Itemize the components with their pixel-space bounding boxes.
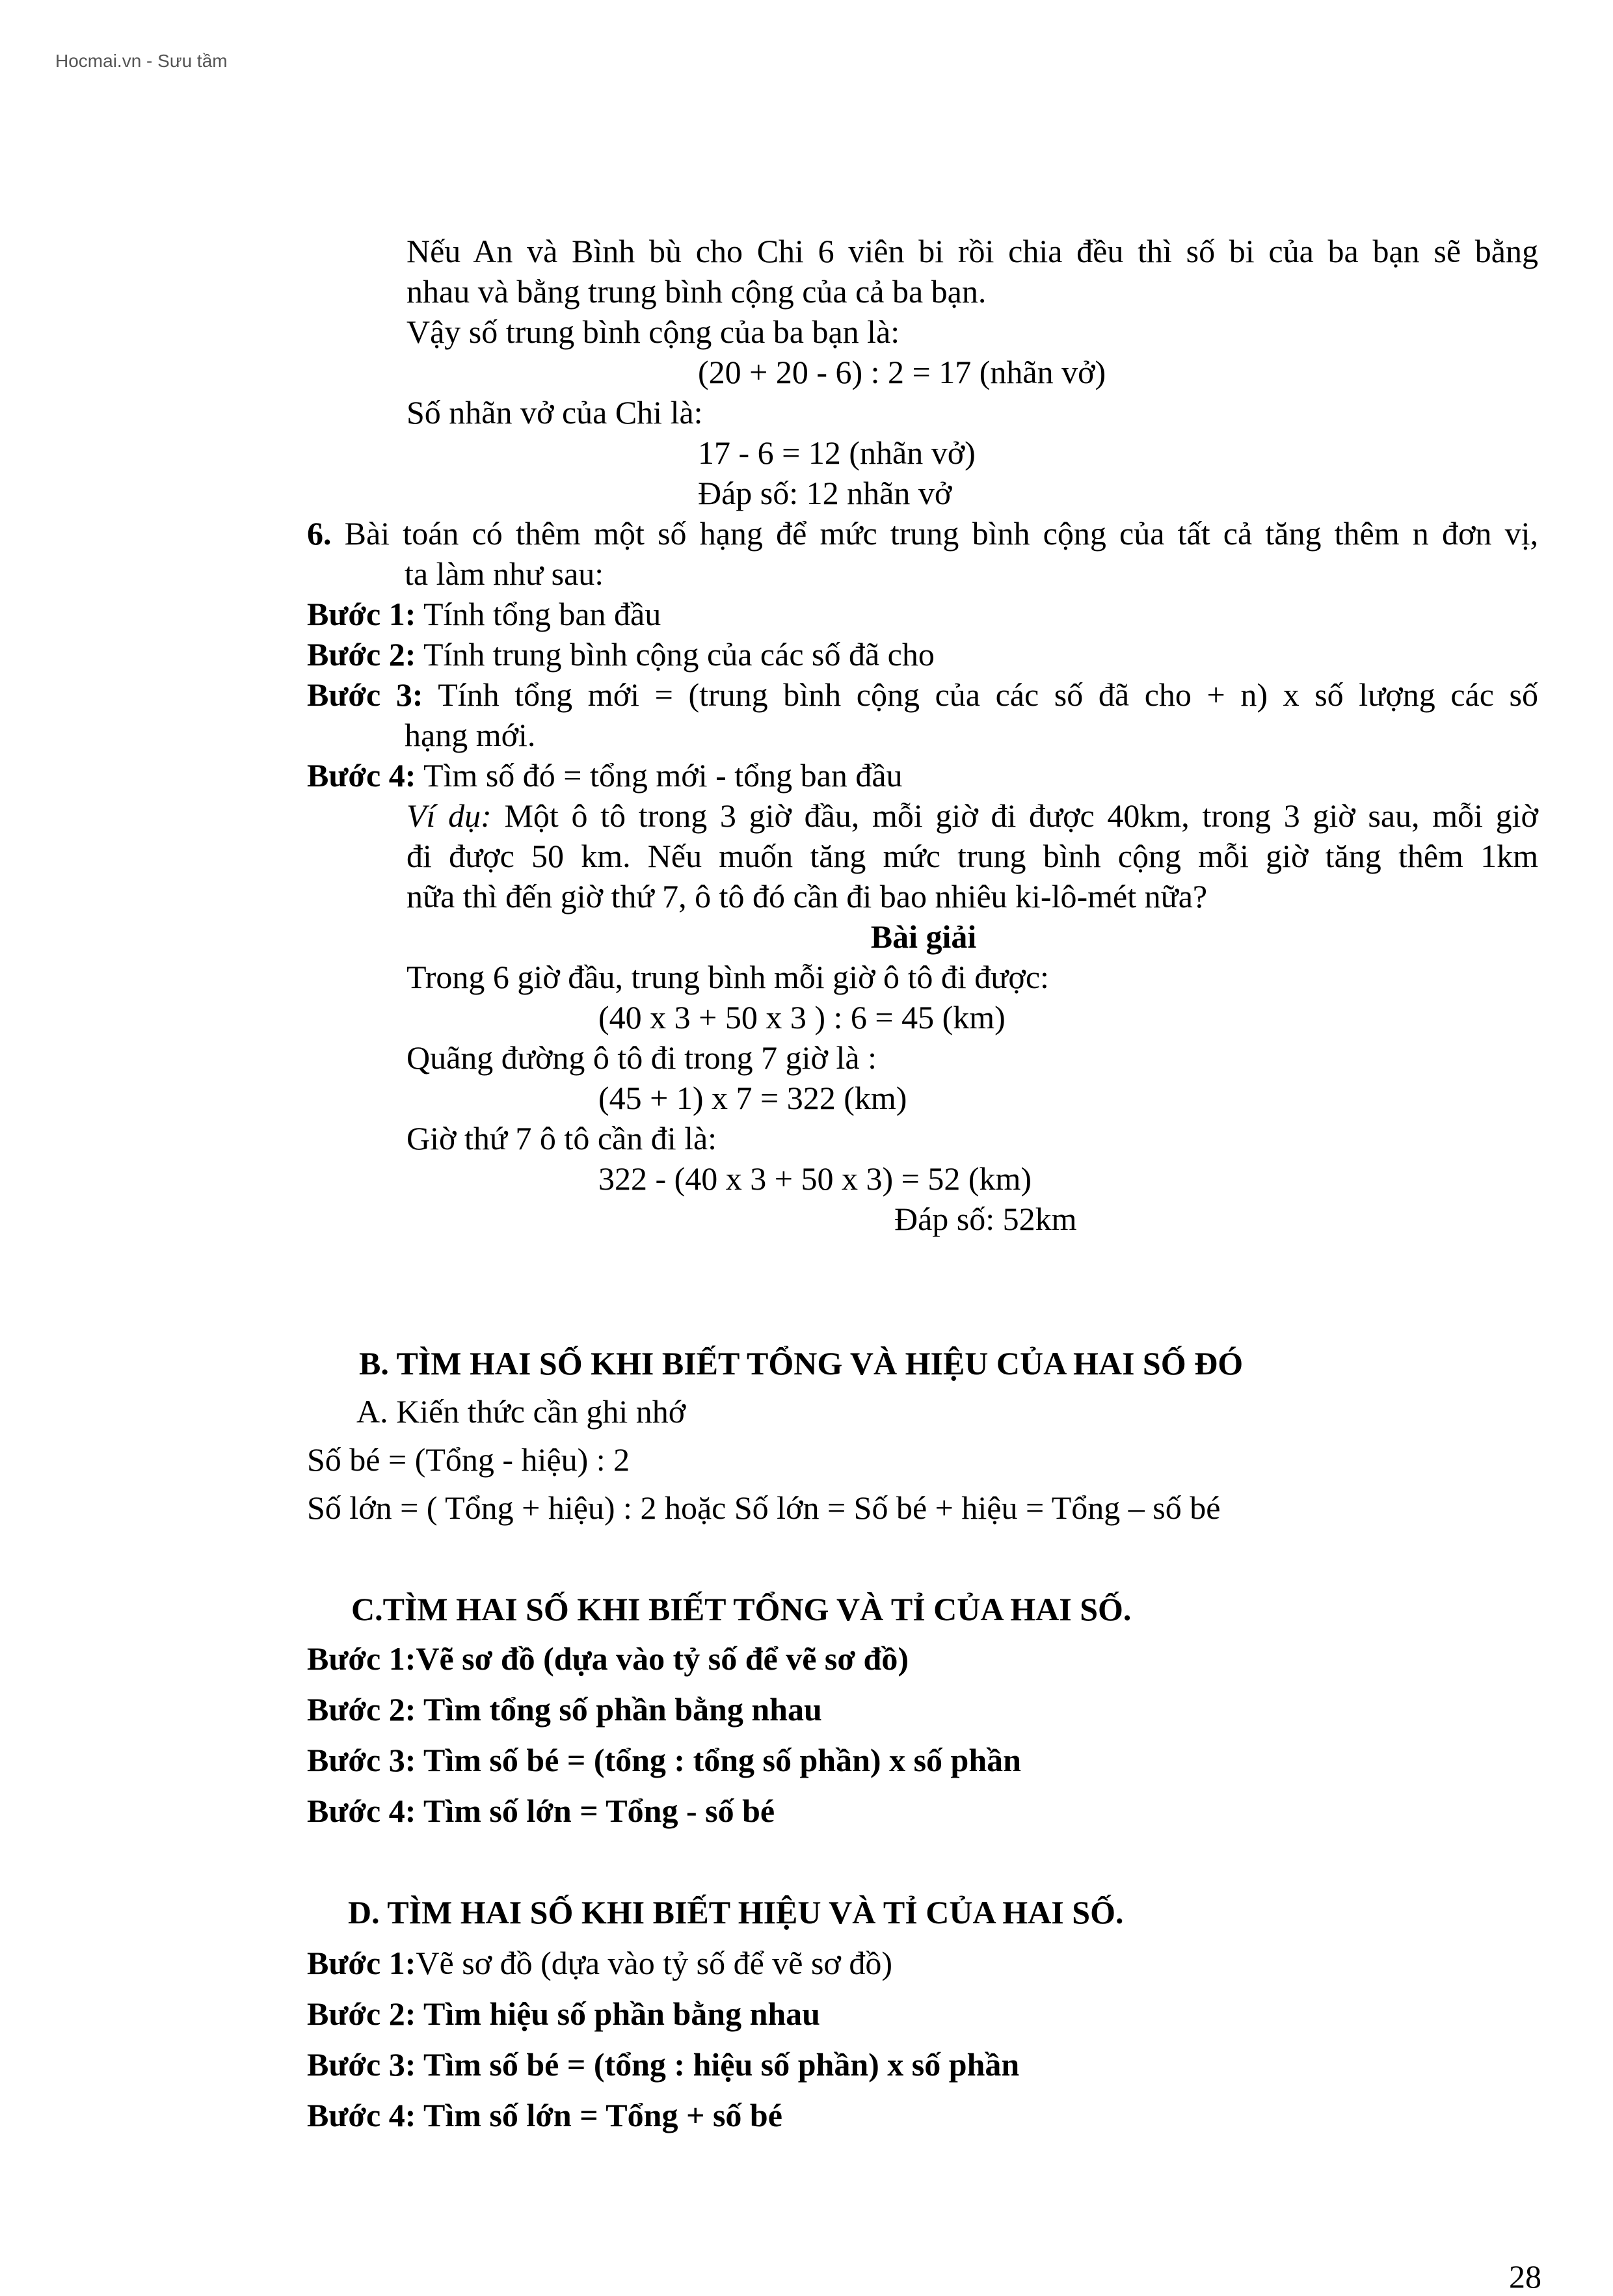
step-label: Bước 1: <box>307 596 416 632</box>
step-text: Tính tổng ban đầu <box>416 596 661 632</box>
paragraph-line: nhau và bằng trung bình cộng của cả ba bạn. <box>407 273 987 310</box>
equation: (45 + 1) x 7 = 322 (km) <box>598 1080 907 1116</box>
formula: Số lớn = ( Tổng + hiệu) : 2 hoặc Số lớn = Số bé + hiệu = Tổng – số bé <box>307 1489 1221 1526</box>
answer: Đáp số: 12 nhãn vở <box>698 475 952 511</box>
step-text: Tìm số đó = tổng mới - tổng ban đầu <box>416 757 903 794</box>
paragraph-line: Nếu An và Bình bù cho Chi 6 viên bi rồi chia đều thì số bi của ba bạn sẽ bằng <box>407 233 1538 269</box>
formula: Số bé = (Tổng - hiệu) : 2 <box>307 1441 630 1478</box>
step-label: Bước 1: <box>307 1945 416 1981</box>
step-label: Bước 4: <box>307 757 416 794</box>
paragraph-line: Số nhãn vở của Chi là: <box>407 394 703 431</box>
step-3 <box>307 675 1538 714</box>
paragraph-line: hạng mới. <box>405 717 536 753</box>
step-text: Vẽ sơ đồ (dựa vào tỷ số để vẽ sơ đồ) <box>416 1945 893 1981</box>
step-line: Bước 2: Tìm tổng số phần bằng nhau <box>307 1691 822 1728</box>
equation: (40 x 3 + 50 x 3 ) : 6 = 45 (km) <box>598 999 1006 1035</box>
step-1 <box>307 594 661 634</box>
solution-line: Quãng đường ô tô đi trong 7 giờ là : <box>407 1039 877 1076</box>
equation: (20 + 20 - 6) : 2 = 17 (nhãn vở) <box>698 354 1106 390</box>
equation: 322 - (40 x 3 + 50 x 3) = 52 (km) <box>598 1160 1032 1197</box>
page-header: Hocmai.vn - Sưu tầm <box>55 51 228 71</box>
step-text: Tính trung bình cộng của các số đã cho <box>416 636 935 673</box>
step-text: Tính tổng mới = (trung bình cộng của các số đã cho + n) x số lượng các số <box>423 676 1538 713</box>
intro-text: Bài toán có thêm một số hạng để mức trung bình cộng của tất cả tăng thêm n đơn vị, <box>331 515 1538 552</box>
step-label: Bước 2: <box>307 636 416 673</box>
example-text: Một ô tô trong 3 giờ đầu, mỗi giờ đi được 40km, trong 3 giờ sau, mỗi giờ <box>491 797 1538 834</box>
section-d-title: D. TÌM HAI SỐ KHI BIẾT HIỆU VÀ TỈ CỦA HAI SỐ. <box>348 1894 1124 1930</box>
step-line: Bước 3: Tìm số bé = (tổng : tổng số phần) x số phần <box>307 1742 1021 1778</box>
step-line <box>307 1943 892 1982</box>
example-line: nữa thì đến giờ thứ 7, ô tô đó cần đi bao nhiêu ki-lô-mét nữa? <box>407 878 1208 914</box>
example-line: đi được 50 km. Nếu muốn tăng mức trung bình cộng mỗi giờ tăng thêm 1km <box>407 838 1538 874</box>
solution-title: Bài giải <box>870 918 977 955</box>
solution-line: Trong 6 giờ đầu, trung bình mỗi giờ ô tô đi được: <box>407 959 1049 995</box>
step-line: Bước 1:Vẽ sơ đồ (dựa vào tỷ số để vẽ sơ đồ) <box>307 1640 909 1677</box>
example-line <box>407 796 1538 835</box>
section-6-intro <box>307 514 1538 553</box>
step-line: Bước 4: Tìm số lớn = Tổng + số bé <box>307 2097 782 2133</box>
step-label: Bước 3: <box>307 676 423 713</box>
paragraph-line: Vậy số trung bình cộng của ba bạn là: <box>407 314 900 350</box>
example-label: Ví dụ: <box>407 797 492 834</box>
section-number: 6. <box>307 515 332 552</box>
step-2 <box>307 635 935 674</box>
step-4 <box>307 756 903 795</box>
equation: 17 - 6 = 12 (nhãn vở) <box>698 434 976 471</box>
section-b-subtitle: A. Kiến thức cần ghi nhớ <box>356 1393 686 1430</box>
step-line: Bước 4: Tìm số lớn = Tổng - số bé <box>307 1793 775 1829</box>
step-line: Bước 3: Tìm số bé = (tổng : hiệu số phần) x số phần <box>307 2046 1020 2083</box>
section-c-title: C.TÌM HAI SỐ KHI BIẾT TỔNG VÀ TỈ CỦA HAI SỐ. <box>351 1591 1132 1627</box>
section-b-title: B. TÌM HAI SỐ KHI BIẾT TỔNG VÀ HIỆU CỦA HAI SỐ ĐÓ <box>359 1345 1244 1382</box>
answer: Đáp số: 52km <box>894 1201 1077 1237</box>
page-number: 28 <box>1509 2258 1541 2295</box>
solution-line: Giờ thứ 7 ô tô cần đi là: <box>407 1120 717 1156</box>
paragraph-line: ta làm như sau: <box>405 555 604 592</box>
step-line: Bước 2: Tìm hiệu số phần bằng nhau <box>307 1996 820 2032</box>
